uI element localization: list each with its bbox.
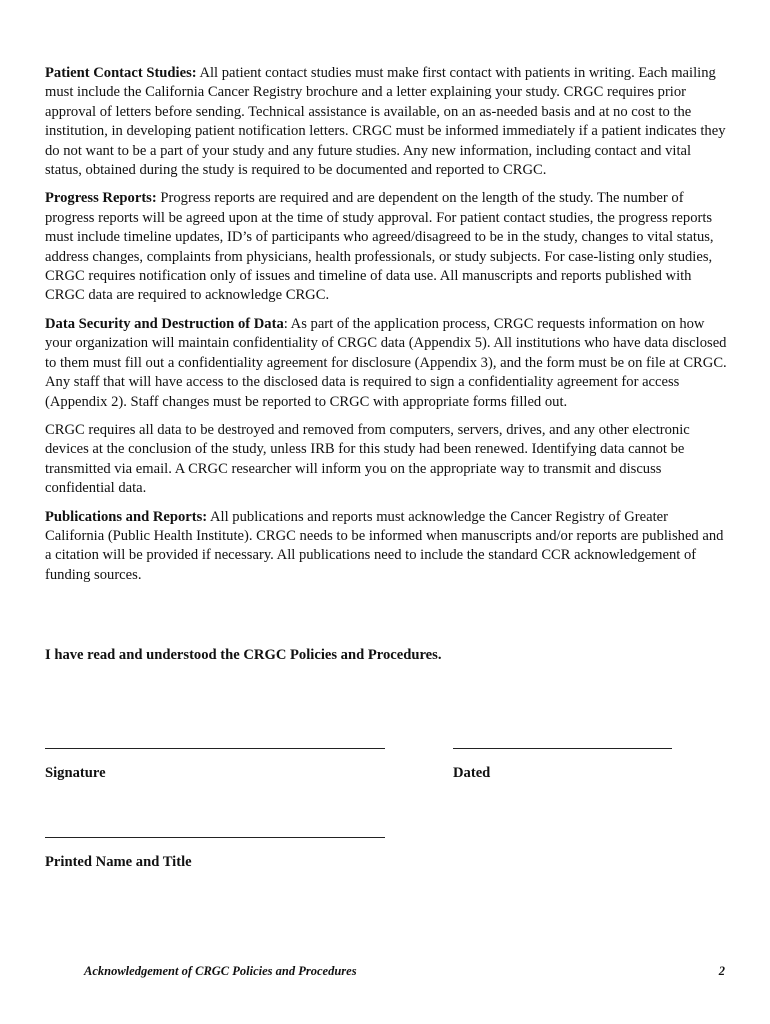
page-number: 2 (718, 964, 725, 978)
acknowledgement-statement: I have read and understood the CRGC Policies and Procedures. (45, 647, 442, 663)
section-heading: Publications and Reports: (45, 508, 208, 525)
policy-text (45, 64, 727, 594)
section-body: All publications and reports must acknowledge the Cancer Registry of Greater California (Public Health Institute). CRGC needs to be informed when manuscripts and/or reports are published and a citation will be provided if necessary. All publications need to include the standard CCR acknowledgement of funding sources. (45, 508, 724, 583)
section-publications-and-reports (45, 508, 727, 586)
printed-name-line[interactable] (45, 837, 385, 838)
section-body: All patient contact studies must make first contact with patients in writing. Each mailing must include the California Cancer Registry brochure and a letter explaining your study. CRGC requires prior approval of letters before sending. Technical assistance is available, on an as-needed basis and at no cost to the institution, in developing patient notification letters. CRGC must be informed immediately if a patient indicates they do not want to be a part of your study and any future studies. Any new information, including contact and vital status, obtained during the study is required to be documented and reported to CRGC. (45, 65, 726, 179)
section-data-destruction (45, 421, 727, 499)
section-heading: Data Security and Destruction of Data (45, 315, 284, 332)
section-body: CRGC requires all data to be destroyed and removed from computers, servers, drives, and any other electronic devices at the conclusion of the study, unless IRB for this study had been renewed. Identifying data cannot be transmitted via email. A CRGC researcher will inform you on the appropriate way to transmit and discuss confidential data. (45, 421, 690, 497)
section-data-security (45, 315, 727, 412)
section-heading-suffix: : (283, 315, 288, 332)
section-heading: Patient Contact Studies: (45, 65, 197, 81)
section-body: Progress reports are required and are dependent on the length of the study. The number of progress reports will be agreed upon at the time of study approval. For patient contact studies, the progress reports must include timeline updates, ID’s of participants who agreed/disagreed to be in the study, changes to vital status, address changes, complaints from physicians, health professionals, or study subjects. For case-listing only studies, CRGC requires notification only of issues and timeline of data use. All manuscripts and reports published with CRGC data are required to acknowledge CRGC. (45, 190, 714, 304)
section-heading: Progress Reports: (45, 190, 157, 207)
section-body: As part of the application process, CRGC requests information on how your organization will maintain confidentiality of CRGC data (Appendix 5). All institutions who have data disclosed to them must fill out a confidentiality agreement for disclosure (Appendix 3), and the form must be on file at CRGC. Any staff that will have access to the disclosed data is required to sign a confidentiality agreement for access (Appendix 2). Staff changes must be reported to CRGC with appropriate forms filled out. (45, 315, 727, 410)
dated-label: Dated (453, 765, 491, 781)
footer-title: Acknowledgement of CRGC Policies and Procedures (84, 964, 357, 978)
section-patient-contact-studies (45, 64, 727, 180)
signature-line[interactable] (45, 748, 385, 749)
date-line[interactable] (453, 748, 672, 749)
signature-label: Signature (45, 765, 106, 781)
printed-name-label: Printed Name and Title (45, 854, 192, 870)
section-progress-reports (45, 189, 727, 305)
